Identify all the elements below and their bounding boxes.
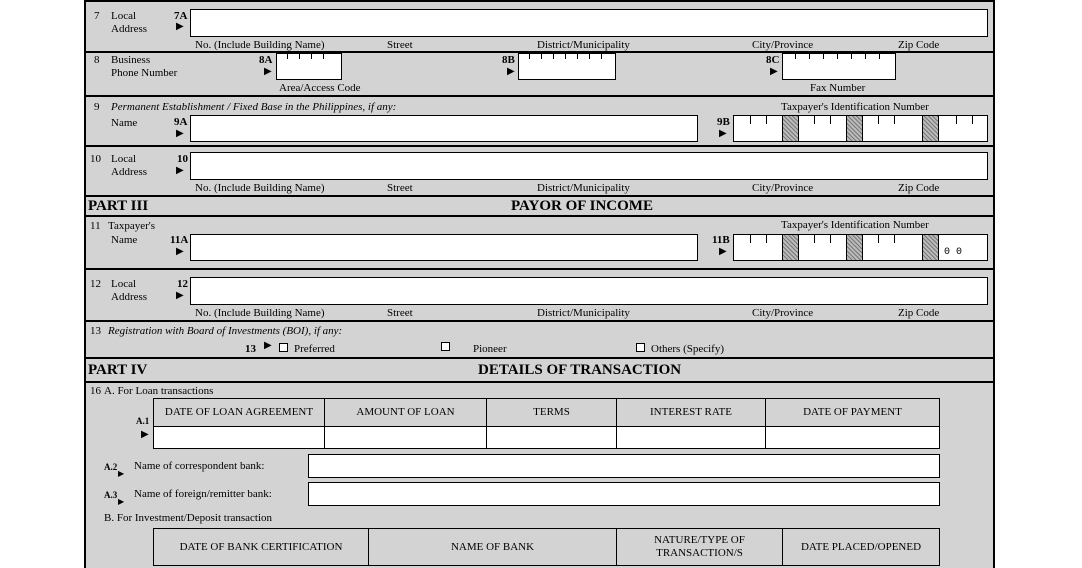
row9a-code: 9A xyxy=(174,116,188,128)
pointer-arrow-icon: ▶ xyxy=(176,165,184,176)
investment-section-title: B. For Investment/Deposit transaction xyxy=(104,512,273,524)
row12-number: 12 xyxy=(90,278,101,290)
part4-label: PART IV xyxy=(88,362,148,378)
permanent-establishment-name-input[interactable] xyxy=(190,115,698,142)
investment-header-certification: DATE OF BANK CERTIFICATION xyxy=(153,528,369,566)
pointer-arrow-icon: ▶ xyxy=(118,469,125,478)
pointer-arrow-icon: ▶ xyxy=(770,66,778,77)
pointer-arrow-icon: ▶ xyxy=(118,497,125,506)
address-label-city: City/Province xyxy=(752,182,814,194)
pointer-arrow-icon: ▶ xyxy=(176,128,184,139)
loan-date-input[interactable] xyxy=(153,426,325,449)
part3-label: PART III xyxy=(88,198,149,214)
address-label-zip: Zip Code xyxy=(898,182,940,194)
table-row-line xyxy=(153,565,940,566)
row7-code: 7A xyxy=(174,10,188,22)
row9-tin-label: Taxpayer's Identification Number xyxy=(781,101,929,113)
row11a-code: 11A xyxy=(170,234,189,246)
tin-branch-code: 0 0 xyxy=(944,247,963,258)
loan-terms-input[interactable] xyxy=(486,426,617,449)
pioneer-label: Pioneer xyxy=(473,343,507,355)
row11-number: 11 xyxy=(90,220,101,232)
local-address-10-input[interactable] xyxy=(190,152,988,180)
row7-label: Local xyxy=(111,10,137,22)
divider xyxy=(84,0,995,2)
row10-code: 10 xyxy=(177,153,188,165)
row11b-code: 11B xyxy=(712,234,730,246)
row16-title: A. For Loan transactions xyxy=(104,385,214,397)
investment-header-nature: NATURE/TYPE OF TRANSACTION/S xyxy=(616,528,783,566)
investment-header-bank: NAME OF BANK xyxy=(368,528,617,566)
correspondent-bank-label: Name of correspondent bank: xyxy=(134,460,265,472)
part4-title: DETAILS OF TRANSACTION xyxy=(478,362,682,378)
row12-label: Local xyxy=(111,278,137,290)
pointer-arrow-icon: ▶ xyxy=(507,66,515,77)
address-label-zip: Zip Code xyxy=(898,307,940,319)
row10-label: Local xyxy=(111,153,137,165)
row13-title: Registration with Board of Investments (BOI), if any: xyxy=(108,325,343,337)
others-checkbox[interactable] xyxy=(636,343,645,352)
business-phone-input[interactable] xyxy=(518,53,616,80)
pointer-arrow-icon: ▶ xyxy=(176,290,184,301)
row9b-code: 9B xyxy=(717,116,730,128)
row16-number: 16 xyxy=(90,385,101,397)
address-label-number: No. (Include Building Name) xyxy=(195,307,325,319)
others-label: Others (Specify) xyxy=(651,343,725,355)
row10-label: Address xyxy=(111,166,148,178)
row9-title: Permanent Establishment / Fixed Base in the Philippines, if any: xyxy=(111,101,397,113)
loan-header-amount: AMOUNT OF LOAN xyxy=(324,398,487,427)
pointer-arrow-icon: ▶ xyxy=(264,340,272,351)
fax-number-input[interactable] xyxy=(782,53,896,80)
address-label-street: Street xyxy=(387,39,413,51)
loan-header-payment: DATE OF PAYMENT xyxy=(765,398,940,427)
divider xyxy=(84,268,995,270)
pointer-arrow-icon: ▶ xyxy=(141,429,149,440)
a1-code: A.1 xyxy=(136,416,150,426)
a2-code: A.2 xyxy=(104,462,118,472)
payor-name-input[interactable] xyxy=(190,234,698,261)
row8-number: 8 xyxy=(94,54,100,66)
divider xyxy=(84,320,995,322)
loan-header-interest: INTEREST RATE xyxy=(616,398,766,427)
row7-number: 7 xyxy=(94,10,100,22)
pointer-arrow-icon: ▶ xyxy=(176,246,184,257)
address-label-street: Street xyxy=(387,182,413,194)
permanent-establishment-tin-input[interactable] xyxy=(733,115,988,142)
loan-header-terms: TERMS xyxy=(486,398,617,427)
row12-label: Address xyxy=(111,291,148,303)
row8a-code: 8A xyxy=(259,54,273,66)
loan-header-date: DATE OF LOAN AGREEMENT xyxy=(153,398,325,427)
address-label-district: District/Municipality xyxy=(537,182,630,194)
row8c-code: 8C xyxy=(766,54,780,66)
divider xyxy=(84,95,995,97)
address-label-district: District/Municipality xyxy=(537,39,630,51)
row12-code: 12 xyxy=(177,278,188,290)
part3-title: PAYOR OF INCOME xyxy=(511,198,653,214)
local-address-12-input[interactable] xyxy=(190,277,988,305)
row11-tin-label: Taxpayer's Identification Number xyxy=(781,219,929,231)
address-label-street: Street xyxy=(387,307,413,319)
preferred-checkbox[interactable] xyxy=(279,343,288,352)
remitter-bank-label: Name of foreign/remitter bank: xyxy=(134,488,272,500)
pointer-arrow-icon: ▶ xyxy=(719,246,727,257)
row13-number: 13 xyxy=(90,325,101,337)
address-label-number: No. (Include Building Name) xyxy=(195,182,325,194)
divider xyxy=(84,145,995,147)
address-label-city: City/Province xyxy=(752,307,814,319)
loan-interest-input[interactable] xyxy=(616,426,766,449)
investment-header-date: DATE PLACED/OPENED xyxy=(782,528,940,566)
pointer-arrow-icon: ▶ xyxy=(264,66,272,77)
address-label-city: City/Province xyxy=(752,39,814,51)
preferred-label: Preferred xyxy=(294,343,335,355)
address-label-district: District/Municipality xyxy=(537,307,630,319)
divider xyxy=(84,215,995,217)
address-label-number: No. (Include Building Name) xyxy=(195,39,325,51)
a3-code: A.3 xyxy=(104,490,118,500)
loan-payment-date-input[interactable] xyxy=(765,426,940,449)
row9-number: 9 xyxy=(94,101,100,113)
row11-label: Taxpayer's xyxy=(108,220,156,232)
remitter-bank-input[interactable] xyxy=(308,482,940,506)
fax-number-label: Fax Number xyxy=(810,82,866,94)
payor-tin-input[interactable] xyxy=(733,234,988,261)
row8-label: Business xyxy=(111,54,151,66)
row8b-code: 8B xyxy=(502,54,515,66)
area-code-input[interactable] xyxy=(276,53,342,80)
row9-name-label: Name xyxy=(111,117,138,129)
row13-code: 13 xyxy=(245,343,256,355)
row8-label: Phone Number xyxy=(111,67,178,79)
divider xyxy=(84,195,995,197)
row10-number: 10 xyxy=(90,153,101,165)
area-code-label: Area/Access Code xyxy=(279,82,361,94)
row7-label: Address xyxy=(111,23,148,35)
divider xyxy=(84,381,995,383)
correspondent-bank-input[interactable] xyxy=(308,454,940,478)
pointer-arrow-icon: ▶ xyxy=(176,21,184,32)
address-label-zip: Zip Code xyxy=(898,39,940,51)
pointer-arrow-icon: ▶ xyxy=(719,128,727,139)
local-address-7a-input[interactable] xyxy=(190,9,988,37)
divider xyxy=(84,357,995,359)
pioneer-checkbox[interactable] xyxy=(441,342,450,351)
row11-label: Name xyxy=(111,234,138,246)
loan-amount-input[interactable] xyxy=(324,426,487,449)
